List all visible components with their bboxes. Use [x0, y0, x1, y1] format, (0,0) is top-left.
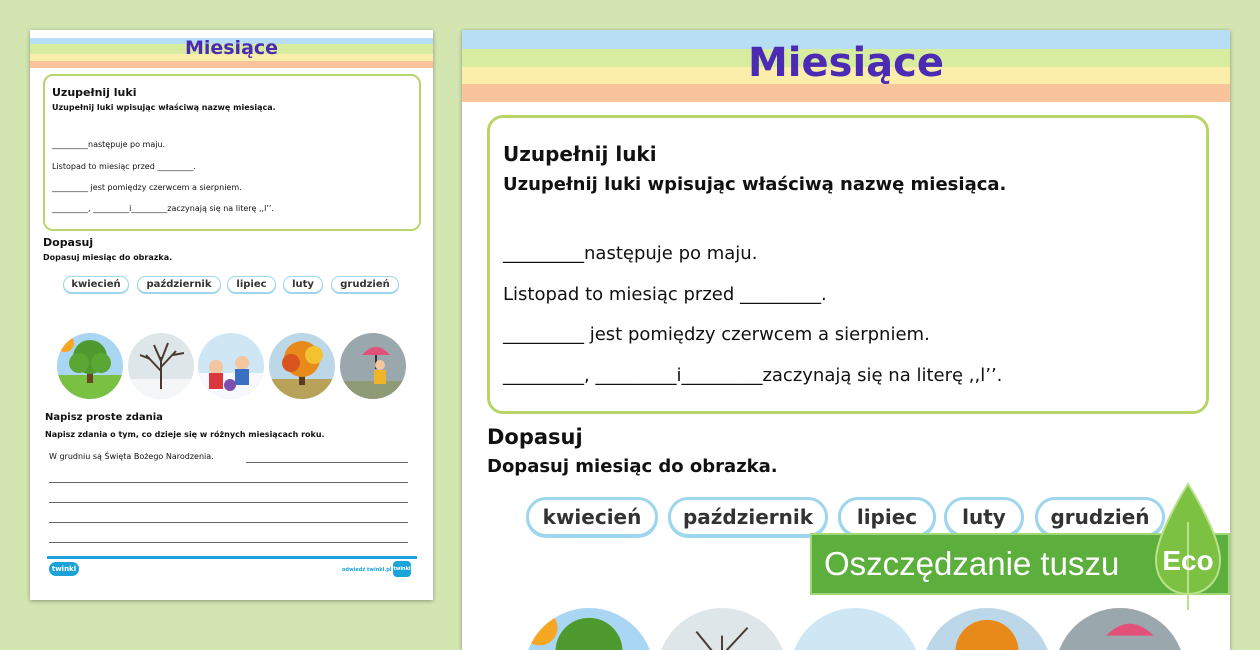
word-pill: lipiec — [227, 276, 276, 293]
gap-sentence: _________, _________i_________zaczynają się na literę ,,l’’. — [52, 204, 274, 213]
bare-winter-tree-picture — [128, 333, 194, 399]
worksheet-thumbnail — [30, 30, 433, 600]
footer-site: odwiedź twinkl.pl — [342, 567, 392, 573]
example-sentence: W grudniu są Święta Bożego Narodzenia. — [49, 452, 214, 461]
writing-line — [49, 522, 408, 523]
gap-sentence: _________następuje po maju. — [52, 140, 166, 149]
eco-label: Eco — [1162, 545, 1214, 576]
writing-line — [49, 542, 408, 543]
stripe-orange — [30, 61, 433, 68]
children-in-snow-picture — [198, 333, 264, 399]
spring-tree-picture — [524, 608, 654, 650]
eco-banner-text: Oszczędzanie tuszu — [824, 545, 1120, 582]
gap-sentence: _________, _________i_________zaczynają się na literę ,,l’’. — [503, 365, 1003, 386]
page-title: Miesiące — [184, 37, 279, 59]
section-heading: Dopasuj — [43, 236, 94, 249]
autumn-tree-picture — [269, 333, 335, 399]
person-with-umbrella-picture — [1055, 608, 1185, 650]
section-heading: Uzupełnij luki — [52, 86, 137, 99]
autumn-tree-picture — [922, 608, 1052, 650]
word-pill: lipiec — [838, 497, 936, 537]
gap-sentence: _________ jest pomiędzy czerwcem a sierpniem. — [52, 183, 242, 192]
writing-line — [49, 482, 408, 483]
writing-line — [246, 462, 408, 463]
twinkl-logo: twinkl — [393, 561, 411, 577]
section-heading: Dopasuj — [487, 425, 583, 449]
writing-line — [49, 502, 408, 503]
section-heading: Uzupełnij luki — [503, 142, 657, 166]
word-pill: październik — [668, 497, 828, 537]
footer-divider — [47, 556, 417, 559]
gap-sentence: Listopad to miesiąc przed _________. — [503, 284, 827, 305]
word-pill: kwiecień — [526, 497, 658, 537]
section-instruction: Uzupełnij luki wpisując właściwą nazwę miesiąca. — [503, 174, 1007, 195]
section-heading: Napisz proste zdania — [45, 412, 163, 423]
section-instruction: Uzupełnij luki wpisując właściwą nazwę miesiąca. — [52, 103, 276, 112]
fill-gaps-box — [487, 115, 1209, 414]
spring-tree-picture — [57, 333, 123, 399]
word-pill: grudzień — [1035, 497, 1165, 537]
word-pill: luty — [944, 497, 1024, 537]
person-with-umbrella-picture — [340, 333, 406, 399]
gap-sentence: _________następuje po maju. — [503, 243, 758, 264]
page-title: Miesiące — [748, 40, 944, 86]
twinkl-logo: twinkl — [49, 562, 79, 576]
word-pill: kwiecień — [63, 276, 129, 293]
children-in-snow-picture — [790, 608, 920, 650]
word-pill: październik — [137, 276, 221, 293]
word-pill: grudzień — [331, 276, 399, 293]
stripe-orange — [462, 84, 1230, 102]
gap-sentence: Listopad to miesiąc przed _________. — [52, 162, 196, 171]
section-instruction: Napisz zdania o tym, co dzieje się w różnych miesiącach roku. — [45, 430, 325, 439]
section-instruction: Dopasuj miesiąc do obrazka. — [487, 456, 778, 477]
section-instruction: Dopasuj miesiąc do obrazka. — [43, 253, 173, 262]
fill-gaps-box — [43, 74, 421, 231]
gap-sentence: _________ jest pomiędzy czerwcem a sierpniem. — [503, 324, 930, 345]
word-pill: luty — [283, 276, 323, 293]
bare-winter-tree-picture — [657, 608, 787, 650]
